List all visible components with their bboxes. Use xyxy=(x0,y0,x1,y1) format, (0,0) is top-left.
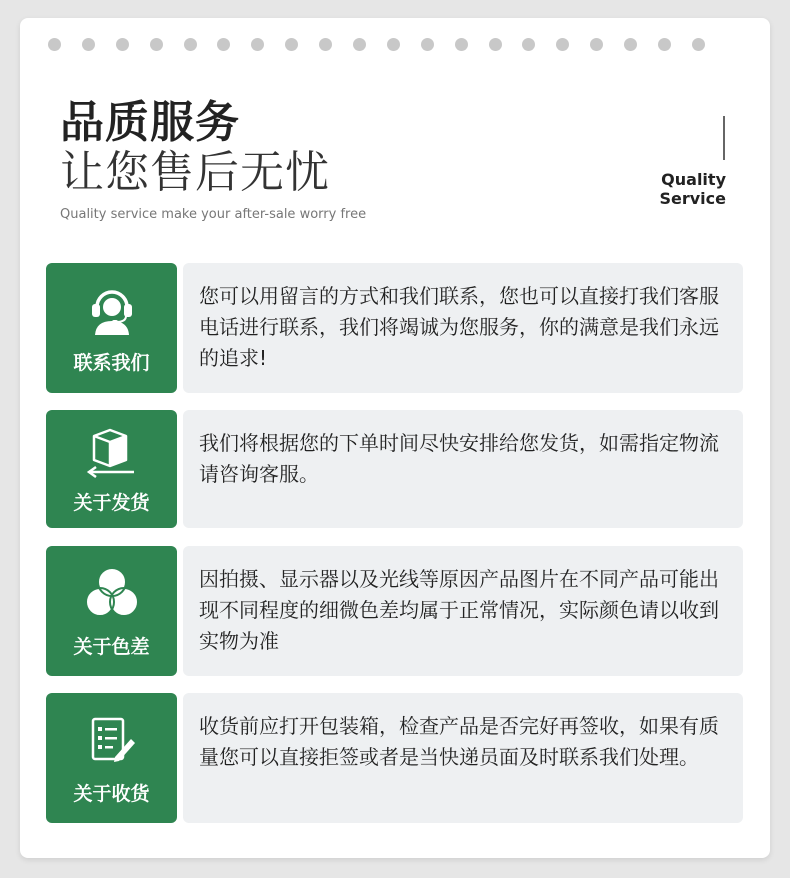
divider xyxy=(723,116,725,160)
color-circles-icon xyxy=(46,564,177,620)
decorative-dot xyxy=(251,38,264,51)
section-label: 联系我们 xyxy=(73,352,150,374)
section-text: 因拍摄、显示器以及光线等原因产品图片在不同产品可能出现不同程度的细微色差均属于正常情况，实际颜色请以收到实物为准 xyxy=(199,567,719,653)
section-panel xyxy=(183,546,743,676)
section-label: 关于色差 xyxy=(73,636,150,658)
section-contact-us xyxy=(46,263,743,393)
service-card xyxy=(20,18,770,858)
section-tile xyxy=(46,546,177,676)
decorative-dot xyxy=(421,38,434,51)
decorative-dot xyxy=(116,38,129,51)
decorative-dot xyxy=(285,38,298,51)
decorative-dot xyxy=(624,38,637,51)
section-text: 您可以用留言的方式和我们联系，您也可以直接打我们客服电话进行联系，我们将竭诚为您服务，你的满意是我们永远的追求! xyxy=(199,284,719,370)
section-tile xyxy=(46,693,177,823)
quality-service-badge xyxy=(620,170,726,208)
section-text: 收货前应打开包装箱，检查产品是否完好再签收，如果有质量您可以直接拒签或者是当快递员面及时联系我们处理。 xyxy=(199,714,719,769)
section-panel xyxy=(183,410,743,528)
section-shipping xyxy=(46,410,743,528)
decorative-dot xyxy=(82,38,95,51)
decorative-dot xyxy=(522,38,535,51)
decorative-dot xyxy=(150,38,163,51)
decorative-dot xyxy=(590,38,603,51)
decorative-dot xyxy=(489,38,502,51)
section-panel xyxy=(183,263,743,393)
section-label: 关于收货 xyxy=(73,783,150,805)
section-label: 关于发货 xyxy=(73,492,150,514)
badge-line-2: Service xyxy=(659,189,726,208)
package-box-icon xyxy=(46,426,177,478)
decorative-dot xyxy=(353,38,366,51)
decorative-dot-row xyxy=(48,38,705,51)
section-receiving xyxy=(46,693,743,823)
page-title: 品质服务 xyxy=(60,97,240,148)
section-color-difference xyxy=(46,546,743,676)
decorative-dot xyxy=(184,38,197,51)
customer-service-headset-icon xyxy=(46,285,177,335)
decorative-dot xyxy=(319,38,332,51)
section-text: 我们将根据您的下单时间尽快安排给您发货，如需指定物流请咨询客服。 xyxy=(199,431,719,486)
section-tile xyxy=(46,410,177,528)
badge-line-1: Quality xyxy=(661,170,726,189)
decorative-dot xyxy=(48,38,61,51)
page-title-secondary: 让您售后无忧 xyxy=(60,147,330,198)
page-subtitle: Quality service make your after-sale worry free xyxy=(60,207,367,222)
section-tile xyxy=(46,263,177,393)
section-panel xyxy=(183,693,743,823)
decorative-dot xyxy=(692,38,705,51)
decorative-dot xyxy=(387,38,400,51)
decorative-dot xyxy=(455,38,468,51)
decorative-dot xyxy=(658,38,671,51)
decorative-dot xyxy=(556,38,569,51)
decorative-dot xyxy=(217,38,230,51)
checklist-clipboard-icon xyxy=(46,715,177,767)
